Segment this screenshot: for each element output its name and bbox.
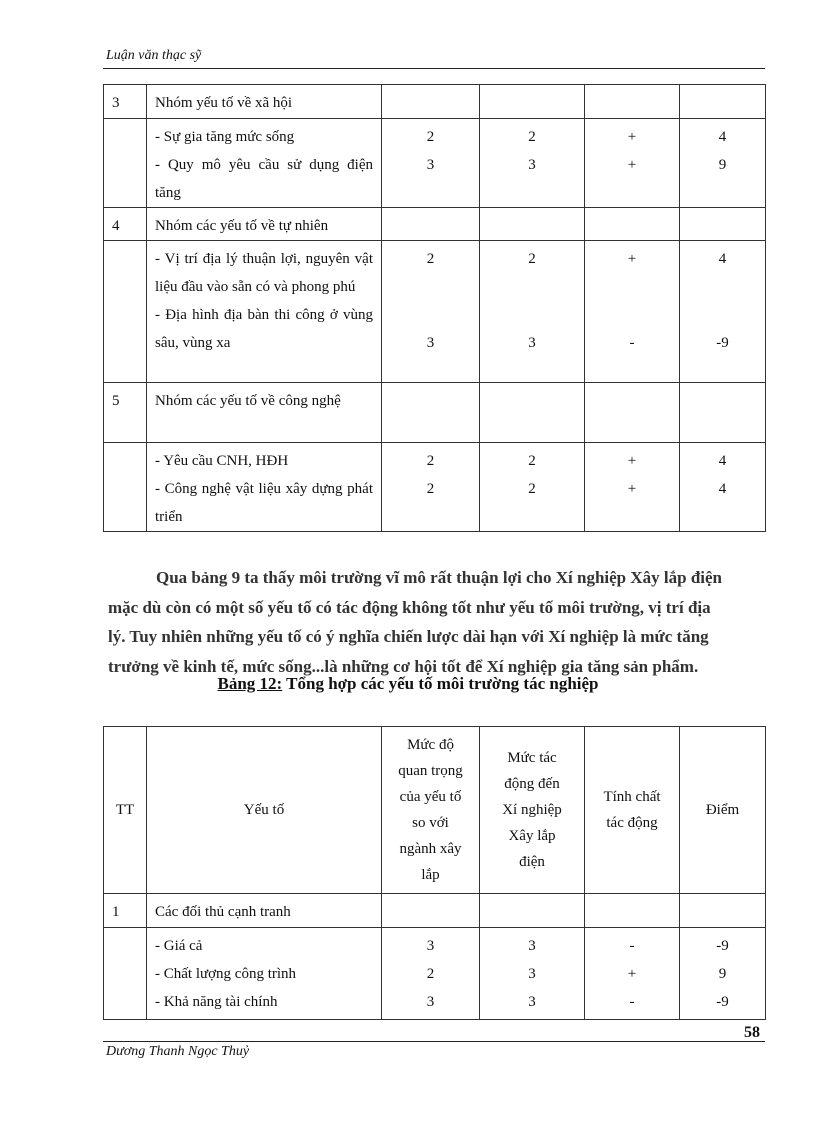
factor-cell — [147, 119, 382, 208]
factor-item: - Quy mô yêu cầu sử dụng điện tăng — [155, 157, 373, 201]
header-score: Điểm — [680, 727, 766, 894]
macro-factors-table — [103, 84, 766, 532]
impact-cell: 2 2 — [480, 443, 585, 532]
table-row — [104, 241, 766, 383]
factor-cell — [147, 928, 382, 1020]
group-label: Nhóm yếu tố về xã hội — [147, 85, 382, 119]
nature-cell: + - — [585, 241, 680, 383]
tt-cell: 1 — [104, 894, 147, 928]
group-label: Nhóm các yếu tố về tự nhiên — [147, 208, 382, 241]
importance-cell: 2 3 — [382, 119, 480, 208]
header-impact: Mức tác động đến Xí nghiệp Xây lắp điện — [480, 727, 585, 894]
table-row — [104, 928, 766, 1020]
header-importance: Mức độ quan trọng của yếu tố so với ngành xây lắp — [382, 727, 480, 894]
table-row — [104, 119, 766, 208]
score-cell: 4 9 — [680, 119, 766, 208]
factor-item: - Chất lượng công trình — [155, 966, 297, 982]
tt-cell: 5 — [104, 383, 147, 443]
importance-cell: 2 3 — [382, 241, 480, 383]
importance-cell: 2 2 — [382, 443, 480, 532]
running-footer-author: Dương Thanh Ngọc Thuỷ — [106, 1044, 250, 1059]
table-row-group — [104, 208, 766, 241]
table-header-row — [104, 727, 766, 894]
factor-item: - Vị trí địa lý thuận lợi, nguyên vật liệu đầu vào sẵn có và phong phú — [155, 251, 373, 295]
body-paragraph — [108, 563, 758, 681]
impact-cell: 2 3 — [480, 241, 585, 383]
paragraph-line: Qua bảng 9 ta thấy môi trường vĩ mô rất thuận lợi cho Xí nghiệp Xây lắp điện — [156, 568, 723, 587]
paragraph-line: mặc dù còn có một số yếu tố có tác động không tốt như yếu tố môi trường, vị trí địa — [108, 597, 711, 617]
header-tt: TT — [104, 727, 147, 894]
footer-divider — [103, 1041, 765, 1042]
header-divider — [103, 68, 765, 69]
table-row-group — [104, 85, 766, 119]
factor-item: - Yêu cầu CNH, HĐH — [155, 453, 289, 469]
page-number: 58 — [744, 1024, 760, 1041]
importance-cell: 3 2 3 — [382, 928, 480, 1020]
header-nature: Tính chất tác động — [585, 727, 680, 894]
paragraph-line: trưởng về kinh tế, mức sống...là những cơ hội tốt để Xí nghiệp gia tăng sản phẩm. — [108, 656, 699, 676]
factor-item: - Giá cả — [155, 938, 203, 954]
score-cell: -9 9 -9 — [680, 928, 766, 1020]
tt-cell: 4 — [104, 208, 147, 241]
score-cell: 4 -9 — [680, 241, 766, 383]
group-label: Các đối thủ cạnh tranh — [147, 894, 382, 928]
caption-title: Tổng hợp các yếu tố môi trường tác nghiệp — [282, 674, 599, 693]
factor-cell — [147, 443, 382, 532]
factor-cell — [147, 241, 382, 383]
factor-item: - Sự gia tăng mức sống — [155, 129, 295, 145]
header-factor: Yếu tố — [147, 727, 382, 894]
nature-cell: - + - — [585, 928, 680, 1020]
paragraph-line: lý. Tuy nhiên những yếu tố có ý nghĩa chiến lược dài hạn với Xí nghiệp là mức tăng — [108, 627, 709, 646]
impact-cell: 2 3 — [480, 119, 585, 208]
nature-cell: + + — [585, 119, 680, 208]
factor-item: - Công nghệ vật liệu xây dựng phát triển — [155, 481, 373, 525]
factor-item: - Khả năng tài chính — [155, 994, 278, 1010]
caption-label: Bảng 12: — [217, 674, 283, 693]
running-header: Luận văn thạc sỹ — [106, 48, 202, 63]
nature-cell: + + — [585, 443, 680, 532]
operating-factors-table — [103, 726, 766, 1020]
table-row — [104, 443, 766, 532]
score-cell: 4 4 — [680, 443, 766, 532]
table-row-group — [104, 383, 766, 443]
group-label: Nhóm các yếu tố về công nghệ — [147, 383, 382, 443]
table-caption — [0, 674, 816, 694]
factor-item: - Địa hình địa bàn thi công ở vùng sâu, vùng xa — [155, 307, 373, 351]
impact-cell: 3 3 3 — [480, 928, 585, 1020]
table-row-group — [104, 894, 766, 928]
tt-cell: 3 — [104, 85, 147, 119]
